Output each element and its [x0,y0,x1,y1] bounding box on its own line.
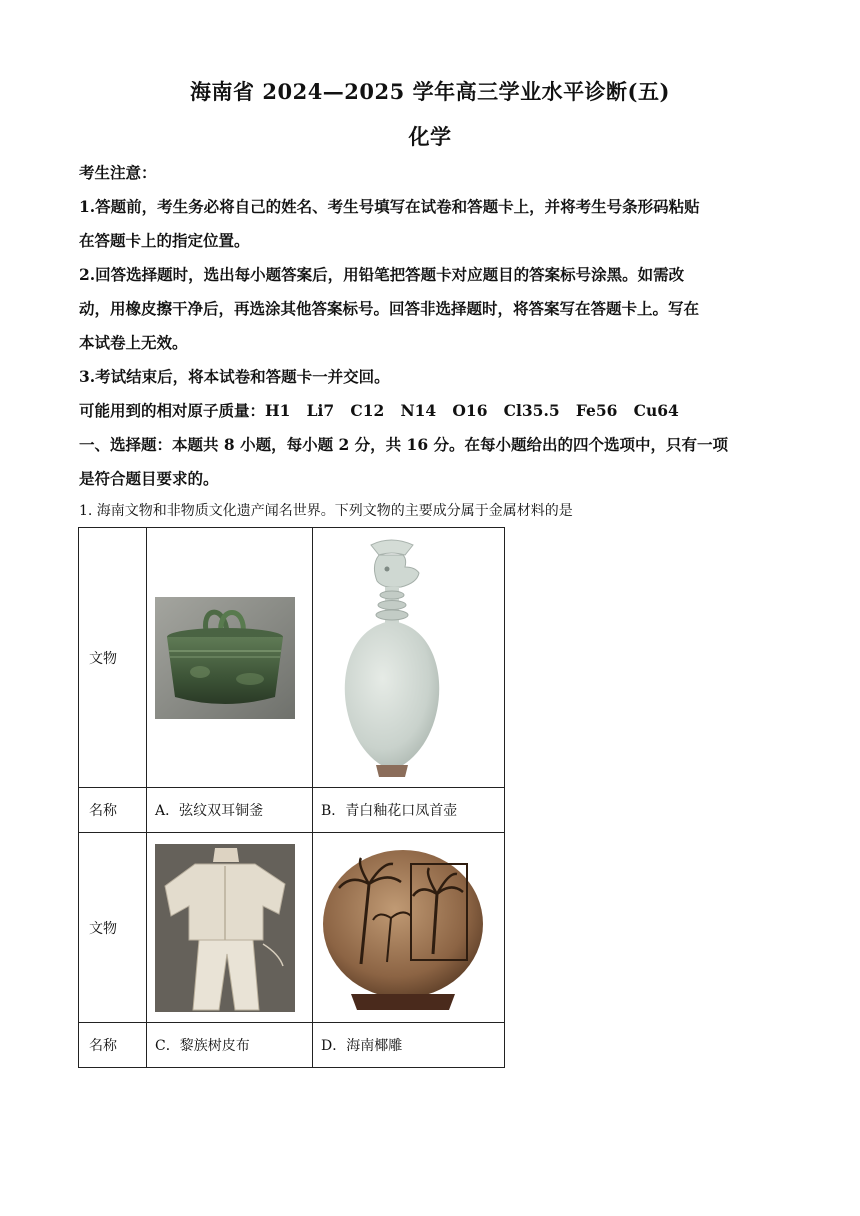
option-c: C．黎族树皮布 [147,1023,313,1068]
atomic-mass-line: 可能用到的相对原子质量：H1 Li7 C12 N14 O16 Cl35.5 Fe56 Cu64 [79,401,679,420]
notice-item-2-line-2: 动，用橡皮擦干净后，再选涂其他答案标号。回答非选择题时，将答案写在答题卡上。写在 [79,299,700,318]
bronze-cauldron-image [155,597,295,719]
coconut-carving-image [321,844,484,1012]
exam-title: 海南省 2024—2025 学年高三学业水平诊断(五) [190,79,670,104]
notice-item-2-line-1: 2.回答选择题时，选出每小题答案后，用铅笔把答题卡对应题目的答案标号涂黑。如需改 [79,265,685,284]
subject-title: 化学 [408,124,452,149]
section-1-line-2: 是符合题目要求的。 [79,469,219,488]
phoenix-head-ewer-image [321,533,461,783]
image-cell-c [147,833,313,1023]
row-label-artifact: 文物 [79,528,147,788]
notice-item-2-line-3: 本试卷上无效。 [79,333,188,352]
option-b: B．青白釉花口凤首壶 [313,788,505,833]
section-1-line-1: 一、选择题：本题共 8 小题，每小题 2 分，共 16 分。在每小题给出的四个选项中，只有一项 [79,435,729,454]
question-1-stem: 1. 海南文物和非物质文化遗产闻名世界。下列文物的主要成分属于金属材料的是 [79,503,573,519]
notice-item-3: 3.考试结束后，将本试卷和答题卡一并交回。 [79,367,390,386]
row-label-name: 名称 [79,788,147,833]
option-d: D．海南椰雕 [313,1023,505,1068]
image-cell-d [313,833,505,1023]
row-label-name-2: 名称 [79,1023,147,1068]
image-cell-a [147,528,313,788]
row-label-artifact-2: 文物 [79,833,147,1023]
bark-cloth-image [155,844,295,1012]
option-a: A．弦纹双耳铜釜 [147,788,313,833]
artifact-table [78,527,505,1068]
image-cell-b [313,528,505,788]
notice-item-1-line-1: 1.答题前，考生务必将自己的姓名、考生号填写在试卷和答题卡上，并将考生号条形码粘贴 [79,197,700,216]
notice-heading: 考生注意： [79,163,157,182]
notice-item-1-line-2: 在答题卡上的指定位置。 [79,231,250,250]
